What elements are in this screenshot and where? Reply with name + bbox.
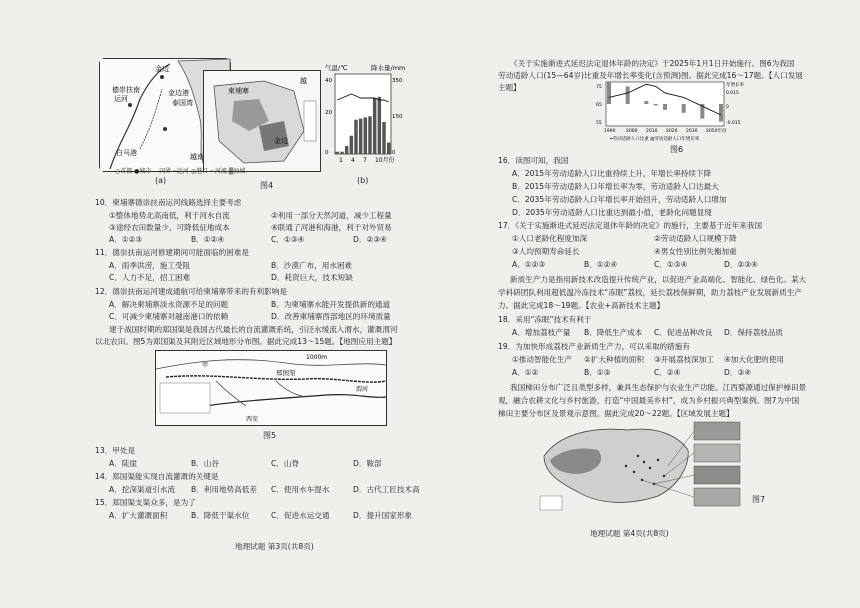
climate-bar-5 (354, 120, 357, 154)
q12-option-d[interactable]: D．改善柬埔寨西部地区的环境质量 (271, 312, 391, 321)
fig6-ytick-r0: 0 (726, 105, 729, 110)
climate-tick-10: 10月份 (375, 157, 395, 164)
q13-option-a[interactable]: A．陡崖 (109, 459, 137, 468)
climate-bar-1 (336, 152, 339, 154)
passage-20-22-line3: 梯田主要分布区及景观示意图。据此完成20～22题。【区域发展主题】 (498, 409, 734, 418)
page-4 (498, 0, 807, 608)
q17-stem: 17．《关于实施渐进式延迟法定退休年龄的决定》的施行，主要基于近年来我国 (498, 221, 763, 230)
climate-bar-7 (364, 117, 367, 154)
passage-18-19-line2: 学科研团队利用超低温冷冻技术“冻眠”荔枝，延长荔枝保鲜期，助力荔枝产业发展新质生产 (498, 288, 803, 297)
q11-option-c[interactable]: C．人力不足，招工困难 (109, 273, 191, 282)
figure-6-labor-chart (596, 78, 742, 142)
passage-13-15-line1: 建于战国时期的郑国渠是我国古代最长的自流灌溉系统，引泾水缓流入渭水，灌溉渭河 (109, 325, 398, 334)
page-3 (95, 0, 445, 608)
q11-option-a[interactable]: A．雨季洪涝，施工受阻 (109, 261, 191, 270)
passage-16-17-line3: 主题】 (498, 83, 521, 92)
q15-option-a[interactable]: A．扩大灌溉面积 (109, 511, 168, 520)
q19-item-1: ①推动智能化生产 (512, 355, 572, 364)
figure-7-terrace-map (538, 416, 748, 516)
passage-18-19-line1: 新质生产力是指用新技术改造提升传统产业，以促进产业高端化、智能化、绿色化。某大 (510, 275, 807, 284)
label-jinbian-a: 金边 (155, 65, 169, 73)
q16-option-c[interactable]: C．2035年劳动适龄人口年增长率开始回升，劳动适龄人口增加 (512, 195, 727, 204)
climate-bar-8 (368, 116, 371, 154)
label-jinbian-port: 金边 (274, 137, 288, 145)
passage-16-17-line1: 《关于实施渐进式延迟法定退休年龄的决定》于2025年1月1日开始施行。图6为我国 (510, 59, 795, 68)
fig6-bar-2050 (719, 104, 723, 122)
q11-option-b[interactable]: B．沙漠广布，用水困难 (271, 261, 353, 270)
fig4a-label: (a) (155, 176, 167, 185)
q19-option-d[interactable]: D．③④ (724, 368, 752, 377)
fig6-legend: ━劳动适龄人口比重 ▥劳动适龄人口年增长率 (610, 137, 700, 142)
q13-option-c[interactable]: C．山脊 (271, 459, 300, 468)
climate-tick-4: 4 (351, 157, 355, 164)
label-yue: 越 (300, 77, 307, 85)
climate-tick-7: 7 (363, 157, 367, 164)
q10-item-1: ①整体地势北高南低，利于河水自流 (109, 211, 230, 220)
label-cambodia: 柬埔寨 (228, 87, 249, 95)
fig6-xtick-2050: 2050年份 (706, 129, 727, 134)
fig6-ytick-r-015: -0.015 (726, 121, 741, 126)
q14-option-a[interactable]: A．挖深渠道引水流 (109, 485, 175, 494)
q10-option-d[interactable]: D．②③④ (353, 235, 387, 244)
q17-item-1: ①人口老龄化程度加深 (512, 234, 588, 243)
q10-option-b[interactable]: B．①②④ (191, 235, 225, 244)
q18-option-d[interactable]: D．保持荔枝品质 (724, 328, 784, 337)
passage-20-22-line1: 我国梯田分布广泛且类型多样，兼具生态保护与农业生产功能。江西婺源通过保护梯田景 (510, 383, 807, 392)
fig6-xtick-2020: 2020 (666, 129, 678, 134)
q18-option-a[interactable]: A．增加荔枝产量 (512, 328, 571, 337)
climate-bar-6 (359, 119, 362, 154)
q14-option-d[interactable]: D．古代工匠技术高 (353, 485, 420, 494)
q18-stem: 18．采用“冻眠”技术有利于 (498, 315, 592, 324)
q18-option-b[interactable]: B．降低生产成本 (584, 328, 643, 337)
q12-stem: 12．德崇扶南运河建成通航可给柬埔寨带来的有利影响是 (95, 287, 287, 296)
climate-bar-3 (345, 146, 348, 154)
fig5-caption: 图5 (263, 431, 277, 440)
label-techo-canal: 德崇扶南 (112, 86, 140, 94)
q12-option-b[interactable]: B．为柬埔寨水能开发提供新的通道 (271, 300, 391, 309)
label-bay: 泰国湾 (172, 99, 193, 107)
fig6-right-axis-label: 年增长率 (726, 83, 744, 88)
fig5-label-xian: 西安 (246, 416, 259, 423)
climate-ytick-20: 20 (325, 110, 332, 116)
label-yuenan: 越南 (190, 153, 204, 161)
fig6-bar-1990 (607, 82, 611, 104)
q15-stem: 15．郑国渠支渠众多，是为了 (95, 498, 196, 507)
climate-bar-11 (382, 122, 385, 154)
q11-option-d[interactable]: D．耗资巨大，技术短缺 (271, 273, 353, 282)
fig6-xtick-2010: 2010 (646, 129, 658, 134)
q18-option-c[interactable]: C．促进品种改良 (654, 328, 713, 337)
passage-20-22-line2: 观，融合农耕文化与乡村旅游，打造“中国最美乡村”，成为乡村振兴典型案例。图7为中国 (498, 396, 800, 405)
fig5-label-jia: 甲 (202, 362, 209, 369)
page-3-footer: 地理试题 第3页(共8页) (235, 542, 314, 551)
climate-bar-12 (387, 143, 390, 154)
label-baima: 白马港 (116, 149, 137, 157)
climate-tick-1: 1 (339, 157, 343, 164)
q17-item-4: ④男女性别比例失衡加重 (654, 247, 737, 256)
q15-option-d[interactable]: D．提升国家形象 (353, 511, 413, 520)
climate-ytick-40: 40 (325, 78, 332, 84)
q16-stem: 16．读图可知，我国 (498, 156, 569, 165)
q10-stem: 10．柬埔寨德崇扶南运河线路选择主要考虑 (95, 198, 242, 207)
q17-option-a[interactable]: A．①②③ (512, 260, 546, 269)
climate-ytick-r150: 150 (392, 114, 403, 120)
climate-bar-9 (373, 98, 376, 154)
q14-option-b[interactable]: B．利用地势高低差 (191, 485, 257, 494)
fig6-bar-2020 (663, 104, 667, 110)
fig6-xtick-1990: 1990 (604, 129, 616, 134)
q19-stem: 19．为加快形成荔枝产业新质生产力，可以采取的措施有 (498, 342, 690, 351)
fig6-bar-2030 (682, 104, 686, 113)
q19-item-2: ②扩大种植的面积 (584, 355, 644, 364)
figure-4b-terrain-map (203, 70, 321, 172)
q10-item-4: ④联通了河港和海港，利于对外贸易 (271, 223, 392, 232)
passage-18-19-line3: 力。据此完成18～19题。【农业+高新技术主题】 (498, 301, 665, 310)
q11-stem: 11．德崇扶南运河修建期间可能面临的困难是 (95, 248, 249, 257)
climate-ytick-0: 0 (325, 150, 329, 156)
figure-5-zhengguo-canal-map (155, 350, 387, 426)
q17-item-2: ②劳动适龄人口规模下降 (654, 234, 737, 243)
q10-option-a[interactable]: A．①②③ (109, 235, 143, 244)
fig5-label-contour: 1000m (306, 354, 328, 361)
fig4-legend: ○首都 ●城市 ―国界 ┅运河 ◎港口 ~河流 ▒海域 (115, 168, 246, 175)
q16-option-d[interactable]: D．2035年劳动适龄人口比重达到最小值，老龄化问题显现 (512, 208, 712, 217)
climate-ytick-r350: 350 (392, 78, 403, 84)
q14-option-c[interactable]: C．使用水车提水 (271, 485, 330, 494)
fig6-xtick-2000: 2000 (626, 129, 638, 134)
q10-option-c[interactable]: C．①③④ (271, 235, 305, 244)
fig6-ytick-r015: 0.015 (726, 91, 739, 96)
fig6-ytick-l65: 65 (596, 103, 602, 108)
q17-option-c[interactable]: C．①③④ (654, 260, 688, 269)
fig6-caption: 图6 (670, 145, 684, 154)
q19-option-c[interactable]: C．②④ (654, 368, 681, 377)
q13-option-b[interactable]: B．山谷 (191, 459, 219, 468)
fig6-bar-2000 (626, 86, 630, 104)
fig4b-label: (b) (357, 176, 369, 185)
passage-16-17-line2: 劳动适龄人口(15—64岁)比重及年增长率变化(含预测)图。据此完成16～17题。【人口发展 (498, 71, 803, 80)
q13-option-d[interactable]: D．鞍部 (353, 459, 382, 468)
label-canal: 运河 (114, 95, 128, 103)
fig5-label-river: 渭河 (356, 386, 369, 393)
q19-option-a[interactable]: A．①② (512, 368, 539, 377)
q16-option-a[interactable]: A．2015年劳动适龄人口比重持续上升，年增长率持续下降 (512, 169, 712, 178)
passage-13-15-line2: 以北农田。图5为郑国渠及其附近区域地形分布图。据此完成13～15题。【地图应用主题】 (95, 337, 397, 346)
climate-bar-10 (378, 97, 381, 154)
q19-item-4: ④加大化肥的使用 (724, 355, 784, 364)
q14-stem: 14．郑国渠能实现自流灌溉的关键是 (95, 472, 219, 481)
climate-bar-4 (350, 136, 353, 154)
fig4-caption: 图4 (260, 181, 274, 190)
q10-item-3: ③途经农田数量少，可降低征地成本 (109, 223, 230, 232)
q13-stem: 13．甲处是 (95, 446, 136, 455)
q19-option-b[interactable]: B．①③ (584, 368, 611, 377)
fig6-ytick-l55: 55 (596, 121, 602, 126)
q17-item-3: ③人均预期寿命延长 (512, 247, 580, 256)
fig6-bar-2010 (644, 101, 648, 104)
q19-item-3: ③开展荔枝深加工 (654, 355, 714, 364)
label-jinbian-b: 金边港 (168, 89, 189, 97)
q12-option-c[interactable]: C．可减少柬埔寨对越南港口的依赖 (109, 312, 229, 321)
q15-option-b[interactable]: B．降低干渠水位 (191, 511, 250, 520)
fig6-xtick-2030: 2030 (686, 129, 698, 134)
climate-temp-unit: 气温/℃ (325, 64, 348, 72)
fig6-ytick-l75: 75 (596, 85, 602, 90)
q12-option-a[interactable]: A．解决柬埔寨淡水资源不足的问题 (109, 300, 229, 309)
climate-precip-label: 降水量/mm (371, 64, 406, 72)
climate-bar-2 (340, 152, 343, 154)
q16-option-b[interactable]: B．2015年劳动适龄人口年增长率为零，劳动适龄人口达最大 (512, 182, 719, 191)
q17-option-b[interactable]: B．①②④ (584, 260, 618, 269)
q15-option-c[interactable]: C．促进水运交通 (271, 511, 330, 520)
figure-4-climate-chart (323, 62, 405, 170)
fig5-label-zhengguo: 郑国渠 (276, 369, 296, 377)
climate-ytick-r0: 0 (392, 150, 396, 156)
page-4-footer: 地理试题 第4页(共8页) (590, 529, 669, 538)
fig7-caption: 图7 (752, 495, 766, 504)
fig6-bar-2015 (654, 104, 658, 105)
q17-option-d[interactable]: D．②③④ (724, 260, 758, 269)
q10-item-2: ②利用一部分天然河道，减少工程量 (271, 211, 392, 220)
